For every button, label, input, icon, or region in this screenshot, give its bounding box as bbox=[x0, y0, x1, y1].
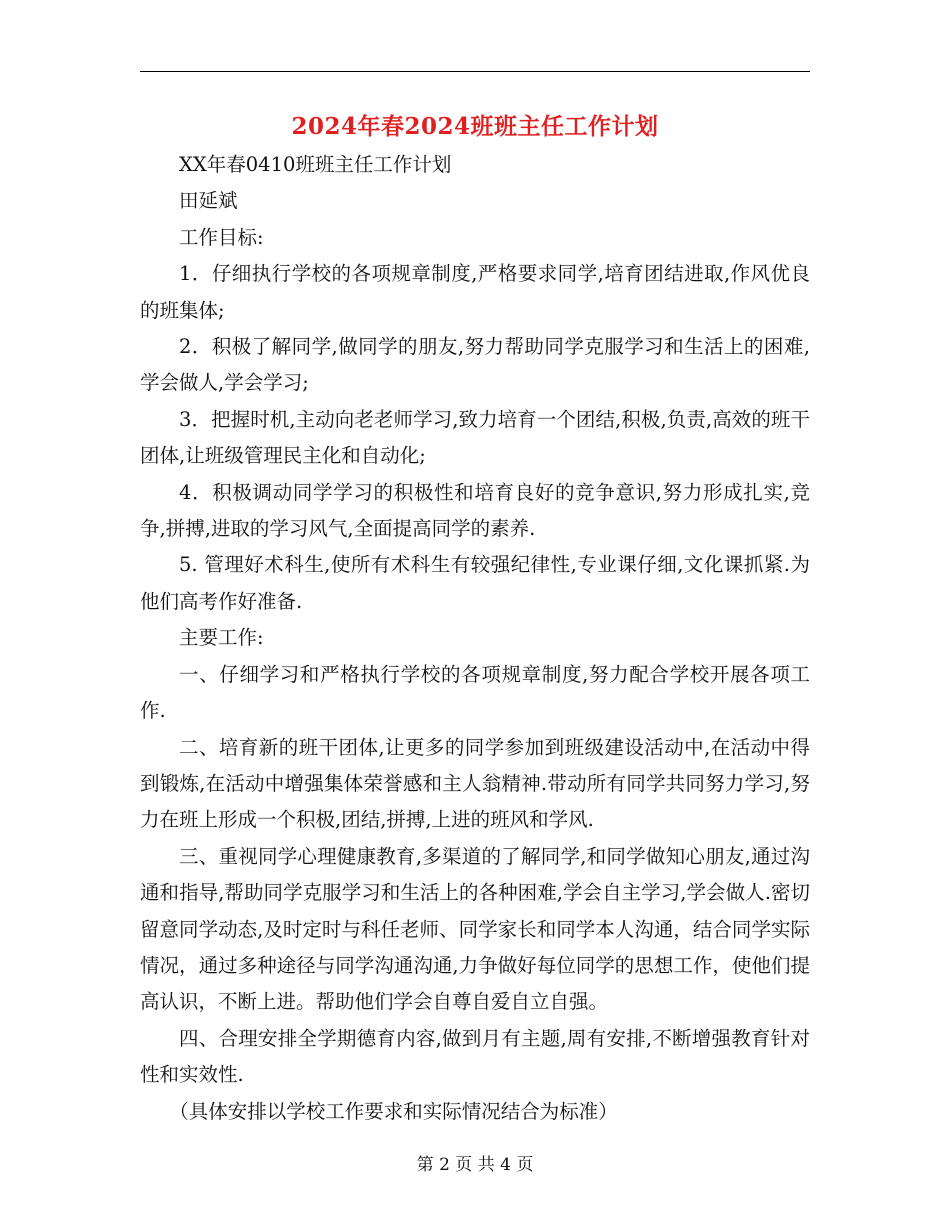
paragraph-work-1: 一、仔细学习和严格执行学校的各项规章制度,努力配合学校开展各项工作. bbox=[140, 662, 810, 723]
document-body bbox=[140, 147, 810, 1130]
paragraph-work-heading: 主要工作: bbox=[179, 626, 264, 650]
paragraph-author: 田延斌 bbox=[179, 189, 238, 213]
paragraph-goal-4: 4．积极调动同学学习的积极性和培育良好的竞争意识,努力形成扎实,竞争,拼搏,进取的学习风气,全面提高同学的素养. bbox=[140, 480, 810, 541]
paragraph-goal-3: 3．把握时机,主动向老老师学习,致力培育一个团结,积极,负责,高效的班干团体,让班级管理民主化和自动化; bbox=[140, 407, 810, 468]
paragraph-goal-2: 2．积极了解同学,做同学的朋友,努力帮助同学克服学习和生活上的困难,学会做人,学会学习; bbox=[140, 335, 810, 395]
header-rule bbox=[140, 71, 810, 72]
document-title: 2024年春2024班班主任工作计划 bbox=[291, 113, 659, 140]
paragraph-work-3: 三、重视同学心理健康教育,多渠道的了解同学,和同学做知心朋友,通过沟通和指导,帮助同学克服学习和生活上的各种困难,学会自主学习,学会做人.密切留意同学动态,及时定时与科任老师、同学家长和同学本人沟通，结合同学实际情况，通过多种途径与同学沟通沟通,力争做好每位同学的思想工作，使他们提高认识，不断上进。帮助他们学会自尊自爱自立自强。 bbox=[140, 844, 810, 1014]
page-footer: 第 2 页 共 4 页 bbox=[416, 1155, 534, 1175]
paragraph-goal-1: 1．仔细执行学校的各项规章制度,严格要求同学,培育团结进取,作风优良的班集体; bbox=[140, 262, 810, 322]
paragraph-subtitle: XX年春0410班班主任工作计划 bbox=[179, 153, 452, 176]
paragraph-goals-heading: 工作目标: bbox=[179, 225, 264, 249]
paragraph-goal-5: 5. 管理好术科生,使所有术科生有较强纪律性,专业课仔细,文化课抓紧.为他们高考作好准备. bbox=[140, 553, 810, 613]
paragraph-work-2: 二、培育新的班干团体,让更多的同学参加到班级建设活动中,在活动中得到锻炼,在活动中增强集体荣誉感和主人翁精神.带动所有同学共同努力学习,努力在班上形成一个积极,团结,拼搏,上进的班风和学风. bbox=[140, 735, 810, 832]
paragraph-closing-note: （具体安排以学校工作要求和实际情况结合为标准） bbox=[169, 1099, 618, 1123]
paragraph-work-4: 四、合理安排全学期德育内容,做到月有主题,周有安排,不断增强教育针对性和实效性. bbox=[140, 1026, 810, 1087]
